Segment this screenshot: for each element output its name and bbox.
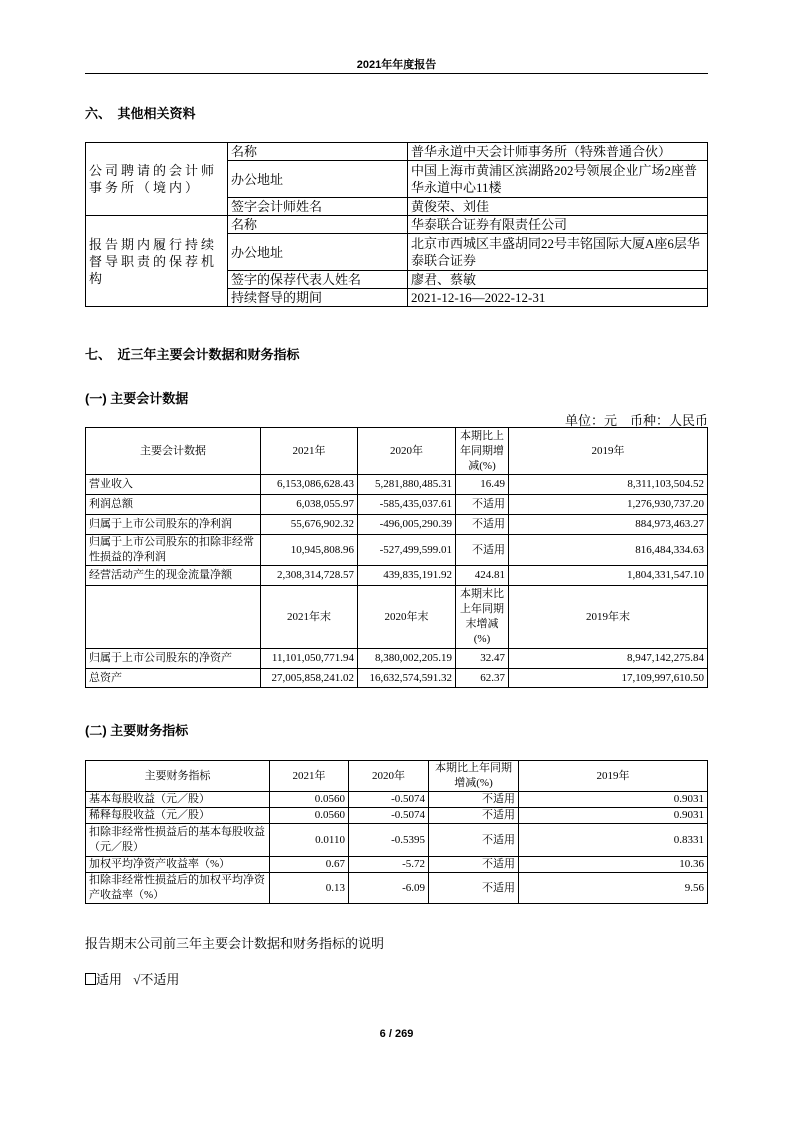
- table-cell: 2020年: [349, 761, 429, 792]
- table-cell: 62.37: [456, 669, 509, 688]
- table-cell: 扣除非经常性损益后的加权平均净资产收益率（%）: [86, 873, 270, 904]
- table-cell: 8,947,142,275.84: [509, 649, 708, 669]
- table-cell: 不适用: [429, 824, 519, 857]
- table-cell: 不适用: [429, 808, 519, 824]
- table-cell: 2,308,314,728.57: [261, 566, 358, 586]
- table-cell: 报告期内履行持续督导职责的保荐机构: [86, 216, 228, 307]
- table-cell: 不适用: [456, 515, 509, 535]
- section-6-title: 六、 其他相关资料: [85, 106, 196, 121]
- table-cell: 利润总额: [86, 495, 261, 515]
- table-row: [86, 649, 708, 669]
- section-7-title: 七、 近三年主要会计数据和财务指标: [85, 347, 300, 362]
- table-cell: 名称: [228, 143, 408, 161]
- table-cell: 32.47: [456, 649, 509, 669]
- table-cell: 本期末比上年同期末增减(%): [456, 586, 509, 649]
- table-cell: 不适用: [429, 792, 519, 808]
- table-cell: 华泰联合证券有限责任公司: [408, 216, 708, 234]
- table-cell: 10.36: [519, 857, 708, 873]
- table-cell: 0.9031: [519, 792, 708, 808]
- financial-indicators-table: [85, 760, 708, 904]
- table-cell: 2020年: [358, 428, 456, 475]
- option-apply: 适用: [96, 972, 123, 987]
- table-cell: 6,153,086,628.43: [261, 475, 358, 495]
- table-cell: 0.0560: [270, 808, 349, 824]
- table-cell: 9.56: [519, 873, 708, 904]
- table-cell: 0.0560: [270, 792, 349, 808]
- table-cell: -585,435,037.61: [358, 495, 456, 515]
- table-cell: 0.0110: [270, 824, 349, 857]
- table-cell: 营业收入: [86, 475, 261, 495]
- table-row: [86, 857, 708, 873]
- table-row: [86, 761, 708, 792]
- table-cell: 2021年末: [261, 586, 358, 649]
- accounting-data-table: [85, 427, 708, 688]
- table-cell: 55,676,902.32: [261, 515, 358, 535]
- table-cell: 持续督导的期间: [228, 289, 408, 307]
- table-cell: 不适用: [429, 873, 519, 904]
- table-cell: 16.49: [456, 475, 509, 495]
- header-rule: [85, 73, 708, 74]
- table-cell: 本期比上年同期增减(%): [429, 761, 519, 792]
- table-cell: 不适用: [429, 857, 519, 873]
- table-cell: 424.81: [456, 566, 509, 586]
- table-cell: 1,276,930,737.20: [509, 495, 708, 515]
- subsection-1-title: (一) 主要会计数据: [85, 391, 189, 406]
- table-cell: 中国上海市黄浦区滨湖路202号领展企业广场2座普华永道中心11楼: [408, 161, 708, 198]
- table-row: [86, 873, 708, 904]
- table-cell: 基本每股收益（元／股）: [86, 792, 270, 808]
- table-cell: 5,281,880,485.31: [358, 475, 456, 495]
- table-cell: -0.5395: [349, 824, 429, 857]
- table-cell: 0.8331: [519, 824, 708, 857]
- table-row: [86, 515, 708, 535]
- table-row: [86, 216, 708, 234]
- option-not-apply: 不适用: [140, 972, 180, 987]
- applicability-options: [85, 969, 179, 988]
- checkmark-icon[interactable]: √: [133, 972, 141, 987]
- table-cell: 办公地址: [228, 161, 408, 198]
- table-cell: 0.67: [270, 857, 349, 873]
- table-row: [86, 808, 708, 824]
- table-cell: 主要财务指标: [86, 761, 270, 792]
- table-cell: 不适用: [456, 535, 509, 566]
- table-cell: 1,804,331,547.10: [509, 566, 708, 586]
- table-cell: 名称: [228, 216, 408, 234]
- table-cell: 11,101,050,771.94: [261, 649, 358, 669]
- table-cell: 27,005,858,241.02: [261, 669, 358, 688]
- subsection-2-title: (二) 主要财务指标: [85, 723, 189, 738]
- table-cell: 6,038,055.97: [261, 495, 358, 515]
- other-info-table: [85, 142, 708, 307]
- table-cell: -496,005,290.39: [358, 515, 456, 535]
- table-cell: -0.5074: [349, 808, 429, 824]
- table-cell: 签字会计师姓名: [228, 198, 408, 216]
- table-cell: 439,835,191.92: [358, 566, 456, 586]
- table-row: [86, 495, 708, 515]
- table-cell: 公司聘请的会计师事务所（境内）: [86, 143, 228, 216]
- unit-label: 单位：元 币种：人民币: [564, 413, 708, 428]
- note-text: 报告期末公司前三年主要会计数据和财务指标的说明: [85, 936, 385, 951]
- table-cell: 10,945,808.96: [261, 535, 358, 566]
- page-header: 2021年年度报告: [356, 59, 437, 71]
- table-row: [86, 535, 708, 566]
- table-cell: 签字的保荐代表人姓名: [228, 271, 408, 289]
- table-cell: 不适用: [456, 495, 509, 515]
- table-cell: [86, 586, 261, 649]
- table-cell: 主要会计数据: [86, 428, 261, 475]
- table-cell: 8,380,002,205.19: [358, 649, 456, 669]
- table-cell: 归属于上市公司股东的净利润: [86, 515, 261, 535]
- table-cell: -5.72: [349, 857, 429, 873]
- table-row: [86, 586, 708, 649]
- table-cell: -6.09: [349, 873, 429, 904]
- table-cell: 8,311,103,504.52: [509, 475, 708, 495]
- table-row: [86, 475, 708, 495]
- table-row: [86, 143, 708, 161]
- table-cell: 黄俊荣、刘佳: [408, 198, 708, 216]
- table-cell: 2019年: [509, 428, 708, 475]
- table-cell: 总资产: [86, 669, 261, 688]
- table-cell: 2019年: [519, 761, 708, 792]
- table-cell: 归属于上市公司股东的净资产: [86, 649, 261, 669]
- table-cell: 本期比上年同期增减(%): [456, 428, 509, 475]
- table-cell: 2021-12-16—2022-12-31: [408, 289, 708, 307]
- table-cell: 816,484,334.63: [509, 535, 708, 566]
- checkbox-unchecked-icon[interactable]: [85, 973, 96, 985]
- table-cell: 廖君、蔡敏: [408, 271, 708, 289]
- table-row: [86, 669, 708, 688]
- table-cell: 2019年末: [509, 586, 708, 649]
- table-cell: 884,973,463.27: [509, 515, 708, 535]
- table-row: [86, 792, 708, 808]
- table-cell: 17,109,997,610.50: [509, 669, 708, 688]
- table-cell: 办公地址: [228, 234, 408, 271]
- table-cell: 稀释每股收益（元／股）: [86, 808, 270, 824]
- table-cell: 归属于上市公司股东的扣除非经常性损益的净利润: [86, 535, 261, 566]
- table-cell: 经营活动产生的现金流量净额: [86, 566, 261, 586]
- table-cell: 2020年末: [358, 586, 456, 649]
- table-cell: 加权平均净资产收益率（%）: [86, 857, 270, 873]
- page-number: 6 / 269: [379, 1028, 414, 1040]
- table-cell: -0.5074: [349, 792, 429, 808]
- table-row: [86, 566, 708, 586]
- table-cell: 16,632,574,591.32: [358, 669, 456, 688]
- table-row: [86, 428, 708, 475]
- table-cell: 普华永道中天会计师事务所（特殊普通合伙）: [408, 143, 708, 161]
- table-cell: 2021年: [261, 428, 358, 475]
- table-row: [86, 824, 708, 857]
- table-cell: 0.9031: [519, 808, 708, 824]
- table-cell: -527,499,599.01: [358, 535, 456, 566]
- table-cell: 扣除非经常性损益后的基本每股收益（元／股）: [86, 824, 270, 857]
- table-cell: 0.13: [270, 873, 349, 904]
- table-cell: 北京市西城区丰盛胡同22号丰铭国际大厦A座6层华泰联合证券: [408, 234, 708, 271]
- table-cell: 2021年: [270, 761, 349, 792]
